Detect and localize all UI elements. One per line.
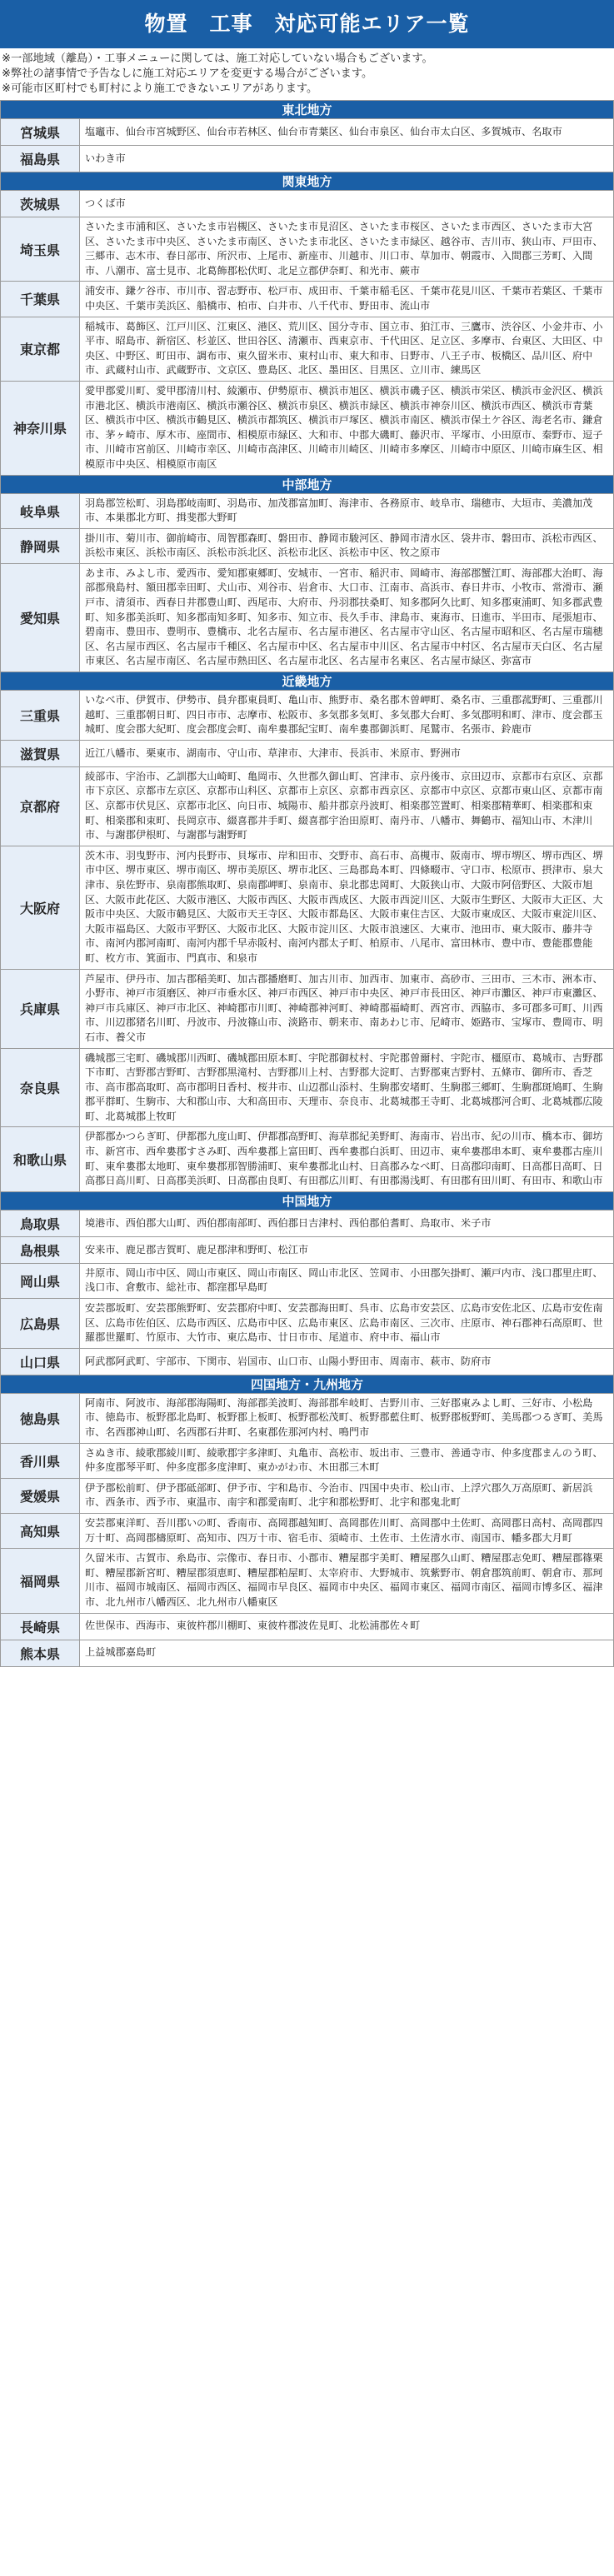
prefecture-name: 香川県: [1, 1443, 80, 1478]
city-list: 久留米市、古賀市、糸島市、宗像市、春日市、小郡市、糟屋郡宇美町、糟屋郡久山町、糟屋郡志免町、糟屋郡篠栗町、糟屋郡新宮町、糟屋郡須恵町、糟屋郡粕屋町、太宰府市、大野城市、筑紫野市、朝倉郡筑前町、朝倉市、那珂川市、福岡市城南区、福岡市西区、福岡市早良区、福岡市中央区、福岡市東区、福岡市南区、福岡市博多区、福津市、北九州市八幡西区、北九州市八幡東区: [80, 1549, 614, 1613]
city-list: 上益城郡嘉島町: [80, 1640, 614, 1666]
region-header: 東北地方: [1, 101, 614, 119]
table-row: [1, 1478, 614, 1513]
region-header-row: [1, 475, 614, 493]
prefecture-name: 滋賀県: [1, 740, 80, 766]
table-row: [1, 528, 614, 563]
city-list: 稲城市、葛飾区、江戸川区、江東区、港区、荒川区、国分寺市、国立市、狛江市、三鷹市、渋谷区、小金井市、小平市、昭島市、新宿区、杉並区、世田谷区、清瀬市、西東京市、千代田区、足立区、多摩市、台東区、大田区、中央区、中野区、町田市、調布市、東久留米市、東村山市、東大和市、日野市、八王子市、板橋区、品川区、府中市、武蔵村山市、武蔵野市、文京区、豊島区、北区、墨田区、目黒区、立川市、練馬区: [80, 317, 614, 381]
city-list: さいたま市浦和区、さいたま市岩槻区、さいたま市見沼区、さいたま市桜区、さいたま市西区、さいたま市大宮区、さいたま市中央区、さいたま市南区、さいたま市北区、さいたま市緑区、越谷市、吉川市、狭山市、戸田市、三郷市、志木市、春日部市、所沢市、上尾市、新座市、川越市、川口市、草加市、朝霞市、入間郡三芳町、入間市、八潮市、富士見市、北葛飾郡松伏町、北足立郡伊奈町、和光市、蕨市: [80, 217, 614, 282]
city-list: 伊予郡松前町、伊予郡砥部町、伊予市、宇和島市、今治市、四国中央市、松山市、上浮穴郡久万高原町、新居浜市、西条市、西予市、東温市、南宇和郡愛南町、北宇和郡松野町、北宇和郡鬼北町: [80, 1478, 614, 1513]
region-header-row: [1, 1191, 614, 1210]
prefecture-name: 和歌山県: [1, 1127, 80, 1191]
prefecture-name: 千葉県: [1, 282, 80, 317]
table-row: [1, 1236, 614, 1263]
table-row: [1, 563, 614, 671]
region-header-row: [1, 672, 614, 691]
prefecture-name: 鳥取県: [1, 1210, 80, 1236]
city-list: 阿武郡阿武町、宇部市、下関市、岩国市、山口市、山陽小野田市、周南市、萩市、防府市: [80, 1348, 614, 1375]
city-list: 阿南市、阿波市、海部郡海陽町、海部郡美波町、海部郡牟岐町、吉野川市、三好郡東みよし町、三好市、小松島市、徳島市、板野郡北島町、板野郡上板町、板野郡松茂町、板野郡藍住町、板野郡板野町、美馬郡つるぎ町、美馬市、名西郡神山町、名西郡石井町、名東郡佐那河内村、鳴門市: [80, 1393, 614, 1443]
area-table: [0, 100, 614, 1667]
region-header: 関東地方: [1, 172, 614, 191]
prefecture-name: 大阪府: [1, 846, 80, 969]
page-title: 物置 工事 対応可能エリア一覧: [0, 0, 614, 48]
region-header-row: [1, 101, 614, 119]
prefecture-name: 愛媛県: [1, 1478, 80, 1513]
prefecture-name: 福岡県: [1, 1549, 80, 1613]
prefecture-name: 愛知県: [1, 563, 80, 671]
table-row: [1, 969, 614, 1048]
table-row: [1, 1613, 614, 1640]
city-list: 掛川市、菊川市、御前崎市、周智郡森町、磐田市、静岡市駿河区、静岡市清水区、袋井市、磐田市、浜松市西区、浜松市東区、浜松市南区、浜松市浜北区、浜松市北区、浜松市中区、牧之原市: [80, 528, 614, 563]
prefecture-name: 広島県: [1, 1299, 80, 1349]
city-list: 近江八幡市、栗東市、湖南市、守山市、草津市、大津市、長浜市、米原市、野洲市: [80, 740, 614, 766]
city-list: いわき市: [80, 146, 614, 172]
table-row: [1, 766, 614, 846]
region-header: 四国地方・九州地方: [1, 1375, 614, 1393]
region-header: 中国地方: [1, 1191, 614, 1210]
table-row: [1, 740, 614, 766]
prefecture-name: 高知県: [1, 1513, 80, 1548]
table-row: [1, 217, 614, 282]
prefecture-name: 神奈川県: [1, 381, 80, 475]
prefecture-name: 静岡県: [1, 528, 80, 563]
table-row: [1, 1263, 614, 1298]
table-row: [1, 1127, 614, 1191]
city-list: 安来市、鹿足郡吉賀町、鹿足郡津和野町、松江市: [80, 1236, 614, 1263]
city-list: 境港市、西伯郡大山町、西伯郡南部町、西伯郡日吉津村、西伯郡伯耆町、鳥取市、米子市: [80, 1210, 614, 1236]
prefecture-name: 長崎県: [1, 1613, 80, 1640]
table-row: [1, 282, 614, 317]
table-row: [1, 1210, 614, 1236]
note-line: ※一部地域（離島）・工事メニューに関しては、施工対応していない場合もございます。: [2, 52, 433, 65]
table-row: [1, 1048, 614, 1127]
table-row: [1, 146, 614, 172]
city-list: 磯城郡三宅町、磯城郡川西町、磯城郡田原本町、宇陀郡御杖村、宇陀郡曽爾村、宇陀市、橿原市、葛城市、吉野郡下市町、吉野郡吉野町、吉野郡黒滝村、吉野郡川上村、吉野郡大淀町、吉野郡東吉野村、五條市、御所市、香芝市、高市郡高取町、高市郡明日香村、桜井市、山辺郡山添村、生駒郡安堵町、生駒郡三郷町、生駒郡斑鳩町、生駒郡平群町、生駒市、大和郡山市、大和高田市、天理市、奈良市、北葛城郡王寺町、北葛城郡河合町、北葛城郡広陵町、北葛城郡上牧町: [80, 1048, 614, 1127]
table-row: [1, 381, 614, 475]
prefecture-name: 京都府: [1, 766, 80, 846]
prefecture-name: 埼玉県: [1, 217, 80, 282]
region-header-row: [1, 1375, 614, 1393]
prefecture-name: 島根県: [1, 1236, 80, 1263]
table-row: [1, 1299, 614, 1349]
prefecture-name: 兵庫県: [1, 969, 80, 1048]
table-row: [1, 493, 614, 528]
prefecture-name: 岐阜県: [1, 493, 80, 528]
city-list: 浦安市、鎌ケ谷市、市川市、習志野市、松戸市、成田市、千葉市稲毛区、千葉市花見川区、千葉市若葉区、千葉市中央区、千葉市美浜区、船橋市、柏市、白井市、八千代市、野田市、流山市: [80, 282, 614, 317]
region-header: 近畿地方: [1, 672, 614, 691]
city-list: 塩竈市、仙台市宮城野区、仙台市若林区、仙台市青葉区、仙台市泉区、仙台市太白区、多賀城市、名取市: [80, 119, 614, 146]
prefecture-name: 宮城県: [1, 119, 80, 146]
prefecture-name: 熊本県: [1, 1640, 80, 1666]
table-row: [1, 1393, 614, 1443]
table-row: [1, 1549, 614, 1613]
city-list: いなべ市、伊賀市、伊勢市、員弁郡東員町、亀山市、熊野市、桑名郡木曽岬町、桑名市、三重郡菰野町、三重郡川越町、三重郡朝日町、四日市市、志摩市、松阪市、多気郡多気町、多気郡大台町、多気郡明和町、津市、度会郡玉城町、度会郡大紀町、度会郡度会町、南牟婁郡紀宝町、南牟婁郡御浜町、尾鷲市、名張市、鈴鹿市: [80, 691, 614, 741]
table-row: [1, 317, 614, 381]
table-row: [1, 1513, 614, 1548]
notes: [0, 48, 614, 100]
note-line: ※可能市区町村でも町村により施工できないエリアがあります。: [2, 82, 318, 95]
city-list: つくば市: [80, 191, 614, 217]
prefecture-name: 岡山県: [1, 1263, 80, 1298]
prefecture-name: 三重県: [1, 691, 80, 741]
table-row: [1, 846, 614, 969]
table-row: [1, 191, 614, 217]
prefecture-name: 徳島県: [1, 1393, 80, 1443]
prefecture-name: 奈良県: [1, 1048, 80, 1127]
city-list: 芦屋市、伊丹市、加古郡稲美町、加古郡播磨町、加古川市、加西市、加東市、高砂市、三田市、三木市、洲本市、小野市、神戸市須磨区、神戸市垂水区、神戸市西区、神戸市中央区、神戸市長田区、神戸市灘区、神戸市東灘区、神戸市兵庫区、神戸市北区、神崎郡市川町、神崎郡神河町、神崎郡福崎町、西宮市、西脇市、多可郡多可町、川西市、川辺郡猪名川町、丹波市、丹波篠山市、淡路市、朝来市、南あわじ市、尼崎市、姫路市、宝塚市、豊岡市、明石市、養父市: [80, 969, 614, 1048]
city-list: 羽島郡笠松町、羽島郡岐南町、羽島市、加茂郡富加町、海津市、各務原市、岐阜市、瑞穂市、大垣市、美濃加茂市、本巣郡北方町、揖斐郡大野町: [80, 493, 614, 528]
table-row: [1, 691, 614, 741]
table-row: [1, 119, 614, 146]
prefecture-name: 東京都: [1, 317, 80, 381]
region-header-row: [1, 172, 614, 191]
city-list: 安芸郡坂町、安芸郡熊野町、安芸郡府中町、安芸郡海田町、呉市、広島市安芸区、広島市安佐北区、広島市安佐南区、広島市佐伯区、広島市西区、広島市中区、広島市東区、広島市南区、三次市、庄原市、神石郡神石高原町、世羅郡世羅町、竹原市、大竹市、東広島市、廿日市市、尾道市、府中市、福山市: [80, 1299, 614, 1349]
city-list: 茨木市、羽曳野市、河内長野市、貝塚市、岸和田市、交野市、高石市、高槻市、阪南市、堺市堺区、堺市西区、堺市中区、堺市東区、堺市南区、堺市美原区、堺市北区、三島郡島本町、四條畷市、守口市、松原市、摂津市、泉大津市、泉佐野市、泉南郡熊取町、泉南郡岬町、泉南市、泉北郡忠岡町、大阪狭山市、大阪市阿倍野区、大阪市旭区、大阪市此花区、大阪市港区、大阪市西区、大阪市西成区、大阪市西淀川区、大阪市生野区、大阪市大正区、大阪市中央区、大阪市鶴見区、大阪市天王寺区、大阪市都島区、大阪市東住吉区、大阪市東成区、大阪市東淀川区、大阪市福島区、大阪市平野区、大阪市北区、大阪市淀川区、大阪市浪速区、大東市、池田市、東大阪市、藤井寺市、南河内郡河南町、南河内郡千早赤阪村、南河内郡太子町、柏原市、八尾市、富田林市、豊中市、豊能郡豊能町、枚方市、箕面市、門真市、和泉市: [80, 846, 614, 969]
note-line: ※弊社の諸事情で予告なしに施工対応エリアを変更する場合がございます。: [2, 67, 373, 80]
prefecture-name: 茨城県: [1, 191, 80, 217]
city-list: あま市、みよし市、愛西市、愛知郡東郷町、安城市、一宮市、稲沢市、岡崎市、海部郡蟹江町、海部郡大治町、海部郡飛島村、額田郡幸田町、犬山市、刈谷市、岩倉市、大口市、江南市、高浜市、春日井市、小牧市、常滑市、瀬戸市、清須市、西春日井郡豊山町、西尾市、大府市、丹羽郡扶桑町、知多郡阿久比町、知多郡東浦町、知多郡武豊町、知多郡美浜町、知多郡南知多町、知多市、知立市、長久手市、津島市、東海市、日進市、半田市、尾張旭市、碧南市、豊田市、豊明市、豊橋市、北名古屋市、名古屋市港区、名古屋市守山区、名古屋市昭和区、名古屋市瑞穂区、名古屋市西区、名古屋市千種区、名古屋市中区、名古屋市中川区、名古屋市中村区、名古屋市天白区、名古屋市東区、名古屋市南区、名古屋市熱田区、名古屋市北区、名古屋市名東区、名古屋市緑区、弥富市: [80, 563, 614, 671]
prefecture-name: 山口県: [1, 1348, 80, 1375]
city-list: さぬき市、綾歌郡綾川町、綾歌郡宇多津町、丸亀市、高松市、坂出市、三豊市、善通寺市、仲多度郡まんのう町、仲多度郡琴平町、仲多度郡多度津町、東かがわ市、木田郡三木町: [80, 1443, 614, 1478]
city-list: 綾部市、宇治市、乙訓郡大山崎町、亀岡市、久世郡久御山町、宮津市、京丹後市、京田辺市、京都市右京区、京都市下京区、京都市左京区、京都市山科区、京都市上京区、京都市西京区、京都市中京区、京都市東山区、京都市南区、京都市伏見区、京都市北区、向日市、城陽市、船井郡京丹波町、相楽郡笠置町、相楽郡精華町、相楽郡和束町、相楽郡和束町、長岡京市、綴喜郡井手町、綴喜郡宇治田原町、南丹市、八幡市、舞鶴市、福知山市、木津川市、与謝郡伊根町、与謝郡与謝野町: [80, 766, 614, 846]
city-list: 安芸郡東洋町、吾川郡いの町、香南市、高岡郡越知町、高岡郡佐川町、高岡郡中土佐町、高岡郡日高村、高岡郡四万十町、高岡郡檮原町、高知市、四万十市、宿毛市、須崎市、土佐市、土佐清水市、南国市、幡多郡大月町: [80, 1513, 614, 1548]
city-list: 愛甲郡愛川町、愛甲郡清川村、綾瀬市、伊勢原市、横浜市旭区、横浜市磯子区、横浜市栄区、横浜市金沢区、横浜市港北区、横浜市港南区、横浜市瀬谷区、横浜市泉区、横浜市緑区、横浜市神奈川区、横浜市西区、横浜市青葉区、横浜市中区、横浜市鶴見区、横浜市都筑区、横浜市戸塚区、横浜市南区、横浜市保土ケ谷区、海老名市、鎌倉市、茅ヶ崎市、厚木市、座間市、相模原市緑区、大和市、中郡大磯町、藤沢市、平塚市、小田原市、秦野市、逗子市、川崎市宮前区、川崎市幸区、川崎市高津区、川崎市川崎区、川崎市多摩区、川崎市中原区、川崎市麻生区、相模原市中央区、相模原市南区: [80, 381, 614, 475]
region-header: 中部地方: [1, 475, 614, 493]
table-row: [1, 1348, 614, 1375]
city-list: 佐世保市、西海市、東彼杵郡川棚町、東彼杵郡波佐見町、北松浦郡佐々町: [80, 1613, 614, 1640]
table-row: [1, 1640, 614, 1666]
table-row: [1, 1443, 614, 1478]
prefecture-name: 福島県: [1, 146, 80, 172]
city-list: 井原市、岡山市中区、岡山市東区、岡山市南区、岡山市北区、笠岡市、小田郡矢掛町、瀬戸内市、浅口郡里庄町、浅口市、倉敷市、総社市、都窪郡早島町: [80, 1263, 614, 1298]
city-list: 伊都郡かつらぎ町、伊都郡九度山町、伊都郡高野町、海草郡紀美野町、海南市、岩出市、紀の川市、橋本市、御坊市、新宮市、西牟婁郡すさみ町、西牟婁郡上富田町、西牟婁郡白浜町、田辺市、東牟婁郡串本町、東牟婁郡古座川町、東牟婁郡太地町、東牟婁郡那智勝浦町、東牟婁郡北山村、日高郡みなべ町、日高郡印南町、日高郡日高町、日高郡日高川町、日高郡美浜町、日高郡由良町、有田郡広川町、有田郡湯浅町、有田郡有田川町、有田市、和歌山市: [80, 1127, 614, 1191]
